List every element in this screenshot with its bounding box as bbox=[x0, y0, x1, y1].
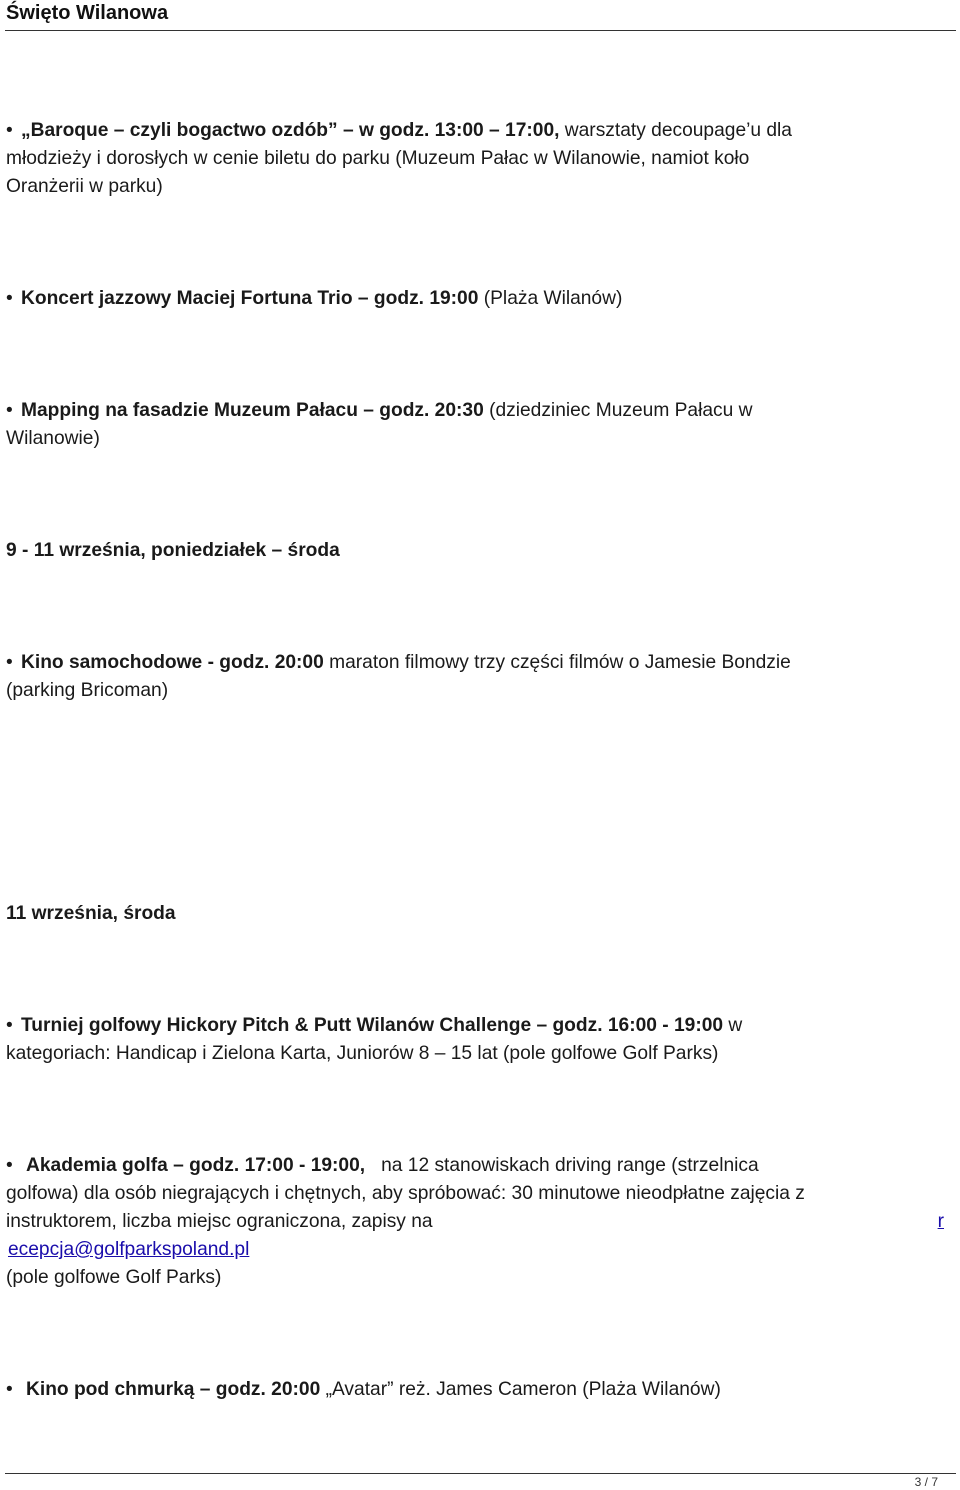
event-mapping bbox=[6, 397, 950, 453]
event-kino-pod-chmurka bbox=[6, 1376, 950, 1404]
bullet: • bbox=[6, 1155, 13, 1176]
date-heading-text: 11 września, środa bbox=[6, 903, 176, 924]
event-description: warsztaty decoupage’u dla bbox=[559, 120, 792, 141]
date-heading-text: 9 - 11 września, poniedziałek – środa bbox=[6, 540, 340, 561]
event-title: „Baroque – czyli bogactwo ozdób” – w godz. 13:00 – 17:00, bbox=[21, 120, 560, 141]
event-title: Koncert jazzowy Maciej Fortuna Trio – godz. 19:00 bbox=[21, 288, 479, 309]
event-description-line: (pole golfowe Golf Parks) bbox=[6, 1267, 222, 1288]
event-title: Turniej golfowy Hickory Pitch & Putt Wilanów Challenge – godz. 16:00 - 19:00 bbox=[21, 1015, 724, 1036]
event-description-line: instruktorem, liczba miejsc ograniczona, zapisy na bbox=[6, 1211, 433, 1232]
event-description: (Plaża Wilanów) bbox=[478, 288, 623, 309]
event-kino-samochodowe bbox=[6, 649, 950, 705]
bullet: • bbox=[6, 400, 13, 421]
event-description-line: kategoriach: Handicap i Zielona Karta, Juniorów 8 – 15 lat (pole golfowe Golf Parks) bbox=[6, 1043, 719, 1064]
event-description: na 12 stanowiskach driving range (strzelnica bbox=[365, 1155, 759, 1176]
event-akademia-golfa bbox=[6, 1152, 950, 1292]
page-title: Święto Wilanowa bbox=[6, 2, 169, 24]
page-number: 3 / 7 bbox=[914, 1475, 938, 1489]
bullet: • bbox=[6, 1015, 13, 1036]
event-description: w bbox=[723, 1015, 743, 1036]
date-heading bbox=[6, 537, 950, 565]
event-turniej bbox=[6, 1012, 950, 1068]
email-link-start[interactable]: r bbox=[937, 1211, 944, 1232]
event-title: Kino samochodowe - godz. 20:00 bbox=[21, 652, 324, 673]
footer-divider bbox=[5, 1473, 956, 1474]
event-description: „Avatar” reż. James Cameron (Plaża Wilanów) bbox=[320, 1379, 721, 1400]
event-koncert bbox=[6, 285, 950, 313]
bullet: • bbox=[6, 1379, 13, 1400]
event-baroque bbox=[6, 117, 950, 201]
event-description-line: Oranżerii w parku) bbox=[6, 176, 163, 197]
header-divider bbox=[5, 30, 956, 31]
event-title: Akademia golfa – godz. 17:00 - 19:00, bbox=[26, 1155, 366, 1176]
email-link[interactable]: ecepcja@golfparkspoland.pl bbox=[8, 1239, 250, 1260]
event-description-line: Wilanowie) bbox=[6, 428, 100, 449]
date-heading bbox=[6, 900, 950, 928]
bullet: • bbox=[6, 288, 13, 309]
bullet: • bbox=[6, 120, 13, 141]
event-description-line: (parking Bricoman) bbox=[6, 680, 169, 701]
event-description: maraton filmowy trzy części filmów o Jamesie Bondzie bbox=[323, 652, 791, 673]
event-title: Mapping na fasadzie Muzeum Pałacu – godz. 20:30 bbox=[21, 400, 484, 421]
event-description: (dziedziniec Muzeum Pałacu w bbox=[483, 400, 753, 421]
bullet: • bbox=[6, 652, 13, 673]
event-description-line: golfowa) dla osób niegrających i chętnych, aby spróbować: 30 minutowe nieodpłatne zajęcia z bbox=[6, 1183, 805, 1204]
event-title: Kino pod chmurką – godz. 20:00 bbox=[26, 1379, 321, 1400]
event-description-line: młodzieży i dorosłych w cenie biletu do parku (Muzeum Pałac w Wilanowie, namiot koło bbox=[6, 148, 750, 169]
